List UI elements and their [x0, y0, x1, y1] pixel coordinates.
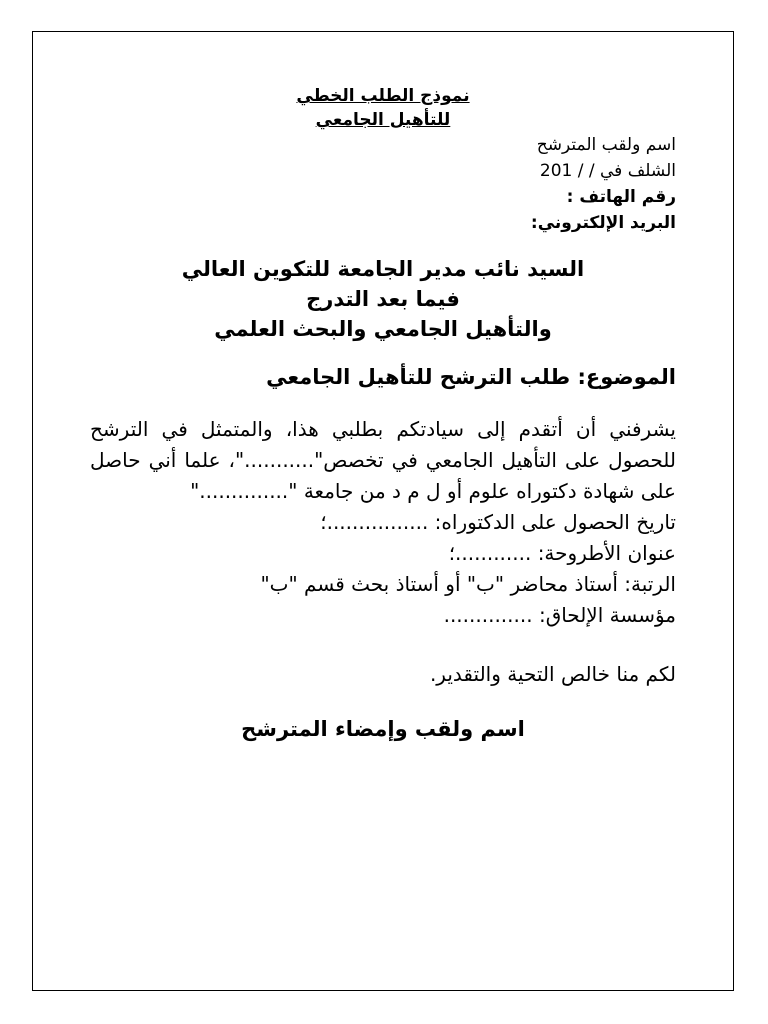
phone-label: رقم الهاتف :: [566, 187, 676, 207]
letter-page: [90, 84, 676, 744]
addressee-block: [90, 254, 676, 344]
subject-line: الموضوع: طلب الترشح للتأهيل الجامعي: [266, 365, 676, 389]
body-paragraph: يشرفني أن أتقدم إلى سيادتكم بطلبي هذا، والمتمثل في الترشح للحصول على التأهيل الجامعي في تخصص"..........."، علما أني حاصل على شهادة دكتوراه علوم أو ل م د من جامعة "..............": [90, 417, 676, 503]
closing-line: لكم منا خالص التحية والتقدير.: [429, 662, 676, 686]
form-title-line1: نموذج الطلب الخطي: [296, 86, 470, 106]
addressee-line1: السيد نائب مدير الجامعة للتكوين العالي: [181, 257, 585, 281]
rank-line: الرتبة: أستاذ محاضر "ب" أو أستاذ بحث قسم "ب": [260, 572, 676, 596]
city-date-line: الشلف في / / 201: [539, 161, 676, 181]
doctorate-date-line: تاريخ الحصول على الدكتوراه: ................؛: [320, 510, 676, 534]
addressee-line3: والتأهيل الجامعي والبحث العلمي: [214, 317, 552, 341]
candidate-name-label: اسم ولقب المترشح: [536, 135, 676, 155]
institution-line: مؤسسة الإلحاق: ..............: [443, 603, 676, 627]
form-title-line2: للتأهيل الجامعي: [315, 110, 451, 130]
email-label: البريد الإلكتروني:: [530, 213, 676, 233]
signature-label: اسم ولقب وإمضاء المترشح: [241, 717, 525, 741]
thesis-title-line: عنوان الأطروحة: ............؛: [448, 541, 676, 565]
addressee-line2: فيما بعد التدرج: [306, 287, 460, 311]
